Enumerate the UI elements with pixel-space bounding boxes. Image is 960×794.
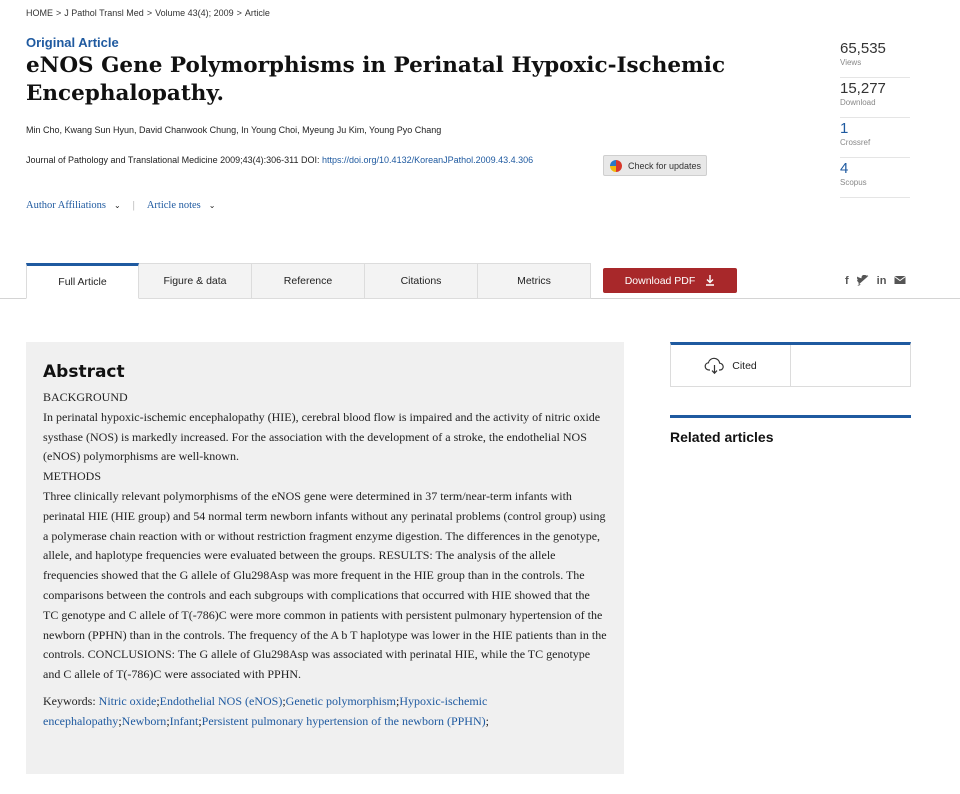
abstract-background-label: BACKGROUND [43,390,128,404]
metric-label: Crossref [840,138,871,147]
tab-metrics[interactable]: Metrics [478,263,591,299]
download-pdf-button[interactable] [603,268,737,293]
metric-scopus[interactable] [840,158,910,198]
metric-label: Scopus [840,178,867,187]
metrics-panel [840,38,910,198]
metric-value: 65,535 [840,40,886,57]
cited-label: Cited [732,359,757,372]
abstract-heading: Abstract [43,362,125,382]
metric-label: Views [840,58,862,67]
citation-text: Journal of Pathology and Translational Medicine 2009;43(4):306-311 DOI: [26,155,323,165]
cited-panel [670,342,911,387]
crossmark-icon [610,160,622,172]
share-icons [845,275,906,287]
breadcrumb-current: Article [244,8,270,18]
article-tabs [26,263,591,299]
check-for-updates-button[interactable] [603,155,707,176]
tab-citations[interactable]: Citations [365,263,478,299]
author-affiliations-toggle[interactable]: Author Affiliations [26,200,107,211]
article-type: Original Article [26,35,119,50]
breadcrumb: HOME > J Pathol Transl Med > Volume 43(4); 2009 > Article [26,8,270,18]
keyword-link[interactable]: Persistent pulmonary hypertension of the newborn (PPHN) [201,713,486,728]
twitter-icon[interactable] [857,275,869,286]
keyword-link[interactable]: Endothelial NOS (eNOS) [159,693,283,708]
facebook-icon[interactable]: f [845,275,849,287]
tab-reference[interactable]: Reference [252,263,365,299]
keyword-link[interactable]: Newborn [121,713,167,728]
metric-views [840,38,910,78]
divider: | [132,200,135,211]
article-title: eNOS Gene Polymorphisms in Perinatal Hypoxic-Ischemic Encephalopathy. [26,53,726,106]
check-updates-label: Check for updates [628,160,702,171]
linkedin-icon[interactable]: in [876,275,887,287]
keywords: Keywords: Nitric oxide;Endothelial NOS (eNOS);Genetic polymorphism;Hypoxic-ischemic encephalopathy;Newborn;Infant;Persistent pulmonary hypertension of the newborn (PPHN); [43,693,489,728]
breadcrumb-home[interactable]: HOME [26,8,53,18]
metric-value[interactable]: 4 [840,160,849,177]
download-icon [705,275,715,286]
keyword-link[interactable]: Hypoxic-ischemic encephalopathy [43,693,488,728]
metric-label: Download [840,98,876,107]
abstract-background: In perinatal hypoxic-ischemic encephalopathy (HIE), cerebral blood flow is impaired and the activity of nitric oxide systhase (NOS) is markedly increased. For the association with the development of a stroke, the endothelial NOS (eNOS) polymorphisms are well-known. [43,409,601,464]
cloud-download-icon [704,357,726,375]
keyword-link[interactable]: Infant [169,713,199,728]
keywords-label: Keywords: [43,693,99,708]
breadcrumb-volume[interactable]: Volume 43(4); 2009 [155,8,234,18]
breadcrumb-journal[interactable]: J Pathol Transl Med [64,8,144,18]
abstract-methods: Three clinically relevant polymorphisms of the eNOS gene were determined in 37 term/near-term infants with perinatal HIE (HIE group) and 54 normal term newborn infants without any perinatal problems (control group) using a polymerase chain reaction with or without restriction fragment enzyme digestion. The differences in the genotype, allele, and haplotype frequencies were evaluated between the groups. RESULTS: The analysis of the allele frequencies showed that the G allele of Glu298Asp was more frequent in the HIE group than in the controls. The comparisons between the controls and each subgroups with complications that occurred with HIE showed that the TC genotype and C allele of T(-786)C were more common in patients with persistent pulmonary hypertension of the newborn (PPHN) than in the controls. The frequency of the A b T haplotype was lower in the HIE patients than in the controls. CONCLUSIONS: The G allele of Glu298Asp was associated with perinatal HIE, while the TC genotype and C allele of T(-786)C were associated with PPHN. [43,488,607,682]
chevron-down-icon[interactable]: ⌄ [114,201,121,210]
metric-value[interactable]: 1 [840,120,849,137]
download-pdf-label: Download PDF [624,274,696,287]
author-list[interactable]: Min Cho, Kwang Sun Hyun, David Chanwook Chung, In Young Choi, Myeung Ju Kim, Young Pyo Chang [26,125,442,135]
tab-full-article[interactable]: Full Article [26,263,139,299]
abstract-methods-label: METHODS [43,469,102,484]
abstract-section [26,342,624,774]
metric-download [840,78,910,118]
citation-line [26,155,533,165]
metric-crossref[interactable] [840,118,910,158]
related-articles-heading: Related articles [670,415,911,445]
tab-figure-data[interactable]: Figure & data [139,263,252,299]
cited-button[interactable] [671,345,791,386]
chevron-down-icon[interactable]: ⌄ [208,201,216,210]
doi-link[interactable]: https://doi.org/10.4132/KoreanJPathol.2009.43.4.306 [322,155,534,165]
metric-value: 15,277 [840,80,886,97]
article-notes-toggle[interactable]: Article notes [146,200,201,211]
affiliation-row [26,200,215,211]
email-icon[interactable] [894,275,906,285]
keyword-link[interactable]: Genetic polymorphism [285,693,396,708]
keyword-link[interactable]: Nitric oxide [98,693,157,708]
